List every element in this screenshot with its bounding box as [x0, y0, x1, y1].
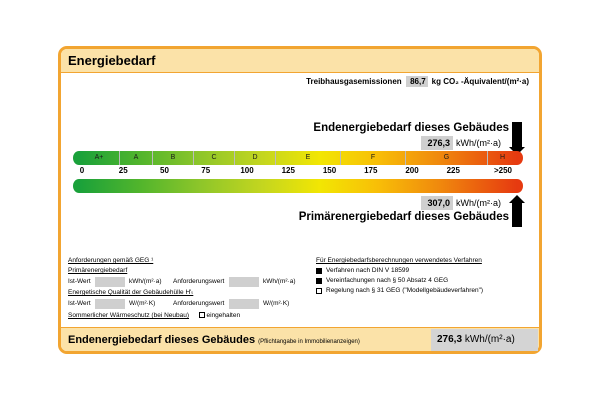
- scale-bar-end-caps: [73, 151, 523, 193]
- kwh-unit-label-2: kWh/(m²·a): [263, 278, 296, 285]
- scale-tick-label: 50: [160, 166, 169, 175]
- scale-tick-label: 200: [405, 166, 419, 175]
- footer-value: 276,3: [437, 334, 463, 345]
- scale-tick-label: 225: [446, 166, 460, 175]
- procedure-checkbox[interactable]: [316, 268, 322, 274]
- primary-energy-heading: Primärenergiebedarf dieses Gebäudes: [298, 211, 509, 223]
- procedure-label: Vereinfachungen nach § 50 Absatz 4 GEG: [326, 277, 449, 284]
- envelope-quality-label: Energetische Qualität der Gebäudehülle H'ₜ: [68, 289, 194, 296]
- anforderungswert-label: Anforderungswert: [173, 278, 225, 285]
- ist-wert-field: [95, 277, 125, 287]
- ghg-label: Treibhausgasemissionen: [306, 77, 402, 86]
- end-energy-unit: kWh/(m²·a): [456, 138, 501, 148]
- procedure-item: [316, 266, 531, 276]
- w-unit-label: W/(m²·K): [129, 300, 156, 307]
- scale-tick-label: 150: [322, 166, 337, 175]
- footer-title-text: Endenergiebedarf dieses Gebäudes: [68, 334, 256, 346]
- scale-tick-label: 75: [201, 166, 211, 175]
- summer-protection-row: [68, 311, 298, 321]
- primary-energy-unit: kWh/(m²·a): [456, 198, 501, 208]
- anforderungswert-field: [229, 277, 259, 287]
- scale-tick-label: 175: [364, 166, 378, 175]
- procedure-checkbox[interactable]: [316, 278, 322, 284]
- eingehalten-checkbox[interactable]: [199, 312, 205, 318]
- energy-class-a: A: [120, 151, 153, 165]
- procedure-label: Regelung nach § 31 GEG ("Modellgebäudeverfahren"): [326, 287, 484, 294]
- end-energy-value-box: [421, 136, 501, 150]
- footer-value-box: [431, 329, 538, 351]
- energy-class-c: C: [194, 151, 235, 165]
- procedure-item: [316, 276, 531, 286]
- envelope-anforderungswert-field: [229, 299, 259, 309]
- end-energy-heading: Endenergiebedarf dieses Gebäudes: [313, 122, 509, 134]
- scale-tick-label: 100: [240, 166, 254, 175]
- procedures-title: Für Energiebedarfsberechnungen verwendetes Verfahren: [316, 257, 482, 264]
- geg-requirements: [68, 256, 298, 321]
- scale-tick-label: 0: [79, 166, 85, 175]
- energy-class-g: G: [406, 151, 488, 165]
- end-energy-value: 276,3: [421, 136, 453, 150]
- primary-energy-arrow-head: [509, 195, 525, 203]
- w-unit-label-2: W/(m²·K): [263, 300, 290, 307]
- energy-certificate-frame: [58, 46, 542, 354]
- section-title: Energiebedarf: [61, 49, 539, 73]
- ghg-value: 86,7: [406, 76, 428, 87]
- anforderungswert-label-2: Anforderungswert: [173, 300, 225, 307]
- procedure-item: [316, 286, 531, 296]
- procedure-label: Verfahren nach DIN V 18599: [326, 267, 410, 274]
- footer-unit: kWh/(m²·a): [464, 334, 515, 345]
- footer-note: (Pflichtangabe in Immobilienanzeigen): [258, 339, 360, 345]
- energy-class-b: B: [153, 151, 194, 165]
- kwh-unit-label: kWh/(m²·a): [129, 278, 162, 285]
- footer-title: [68, 328, 360, 354]
- primary-energy-value-box: [421, 196, 501, 210]
- energy-class-d: D: [235, 151, 276, 165]
- energy-class-f: F: [341, 151, 406, 165]
- end-energy-arrow: [512, 122, 522, 147]
- eingehalten-label: eingehalten: [206, 312, 241, 319]
- envelope-ist-wert-field: [95, 299, 125, 309]
- envelope-req-row: [68, 298, 298, 310]
- energy-class-e: E: [276, 151, 341, 165]
- requirements-title: Anforderungen gemäß GEG ¹: [68, 257, 154, 264]
- summer-protection-label: Sommerlicher Wärmeschutz (bei Neubau): [68, 312, 190, 319]
- primary-energy-arrow: [512, 203, 522, 227]
- energy-class-h: H: [499, 154, 506, 161]
- scale-tick-label: >250: [493, 166, 513, 175]
- scale-tick-label: 125: [281, 166, 295, 175]
- primary-energy-req-label: Primärenergiebedarf: [68, 267, 128, 274]
- ist-wert-label: Ist-Wert: [68, 278, 91, 285]
- ghg-unit: kg CO₂ -Äquivalent/(m²·a): [431, 77, 529, 86]
- primary-energy-value: 307,0: [421, 196, 453, 210]
- calculation-procedures: [316, 256, 531, 296]
- primary-energy-req-row: [68, 276, 298, 288]
- footer-bar: [61, 327, 539, 351]
- scale-tick-label: 25: [118, 166, 128, 175]
- ist-wert-label-2: Ist-Wert: [68, 300, 91, 307]
- ghg-emissions-row: [306, 76, 529, 87]
- procedure-checkbox[interactable]: [316, 288, 322, 294]
- energy-class-aplus: A+: [79, 151, 120, 165]
